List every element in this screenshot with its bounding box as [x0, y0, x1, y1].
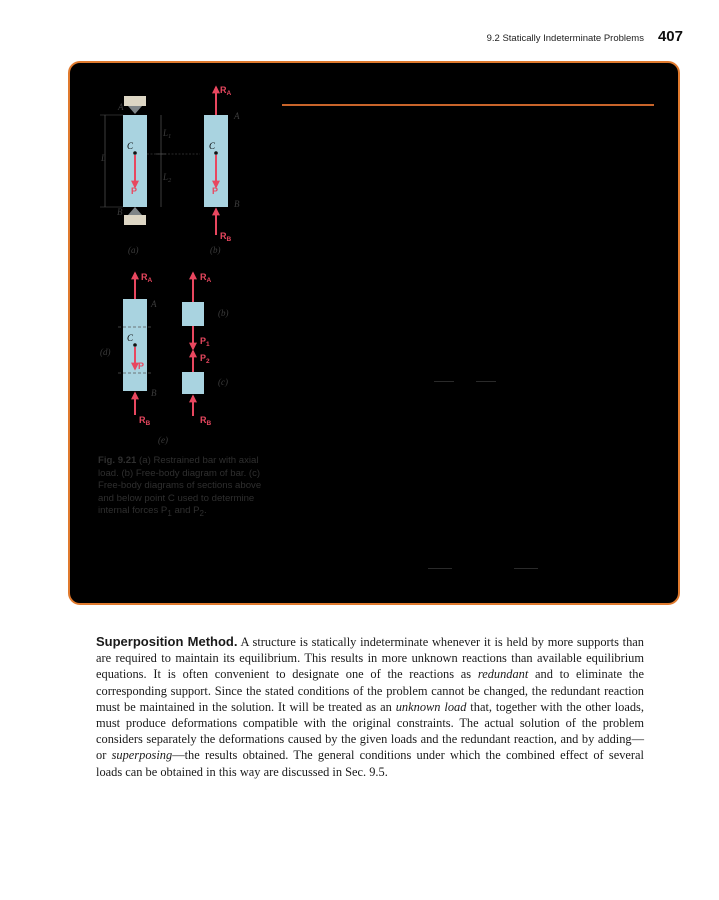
label-rb: $R_B$ — [220, 231, 232, 243]
label-ra: $R_A$ — [220, 85, 232, 97]
figure-frame — [68, 61, 680, 605]
label-c: C — [209, 141, 216, 151]
label-b: B — [117, 207, 123, 217]
label-p: P — [138, 361, 145, 371]
panel-b-section-label: (b) — [218, 308, 229, 318]
label-a: A — [151, 299, 157, 309]
panel-b-label: (b) — [210, 245, 221, 255]
label-p: P — [212, 186, 219, 196]
label-b: B — [151, 388, 157, 398]
label-a: A — [234, 111, 240, 121]
label-c: C — [127, 141, 134, 151]
top-support-block — [124, 96, 146, 106]
panel-a-label: (a) — [128, 245, 139, 255]
bottom-support-block — [124, 215, 146, 225]
running-head — [487, 28, 683, 45]
lower-section — [182, 372, 204, 394]
top-support-wedge — [128, 106, 142, 114]
label-rb: $R_B$ — [200, 415, 212, 427]
panel-section-free-bodies — [182, 272, 229, 427]
label-rb: $R_B$ — [139, 415, 151, 427]
panel-e-label: (e) — [158, 435, 168, 445]
label-p: P — [131, 186, 138, 196]
panel-c-label: (c) — [218, 377, 228, 387]
label-a: A — [118, 102, 124, 112]
label-b: B — [234, 199, 240, 209]
body-paragraph: Superposition Method. A structure is statically indeterminate whenever it is held by more supports than are required to maintain its equilibrium. This results in more unknown reactions than available equilibrium equations. It is often convenient to designate one of the reactions as redundant and to eliminate the corresponding support. Since the stated conditions of the problem cannot be changed, the redundant reaction must be maintained in the solution. It will be treated as an unknown load that, together with the other loads, must produce deformations compatible with the original constraints. The actual solution of the problem considers separately the deformations caused by the given loads and the redundant reaction, and by adding—or superposing—the results obtained. The general conditions under which the combined effect of several loads can be obtained in this way are discussed in Sec. 9.5. — [96, 634, 644, 779]
bottom-support-wedge — [128, 207, 142, 215]
label-l: L — [101, 153, 107, 163]
figure-diagram — [70, 63, 680, 605]
label-l1: $L_1$ — [163, 128, 172, 140]
label-p1: $P_1$ — [200, 336, 210, 348]
label-ra: $R_A$ — [141, 272, 153, 284]
label-ra: $R_A$ — [200, 272, 212, 284]
label-l2: $L_2$ — [163, 172, 172, 184]
upper-section — [182, 302, 204, 326]
panel-a-restrained-bar — [100, 96, 200, 255]
label-p2: $P_2$ — [200, 353, 210, 365]
paragraph-heading: Superposition Method. — [96, 634, 238, 649]
panel-d-bar — [100, 272, 168, 445]
label-c: C — [127, 333, 134, 343]
point-c-marker — [133, 151, 137, 155]
page-number: 407 — [657, 28, 683, 45]
section-title: 9.2 Statically Indeterminate Problems — [486, 33, 644, 44]
panel-d-label: (d) — [100, 347, 111, 357]
figure-caption: Fig. 9.21 (a) Restrained bar with axial load. (b) Free-body diagram of bar. (c) Free-body diagrams of sections above and below point C used to determine internal forces $P_1$ and $P_2$. — [98, 455, 262, 519]
figure-number: Fig. 9.21 — [98, 455, 137, 466]
panel-b-free-body — [204, 85, 240, 255]
